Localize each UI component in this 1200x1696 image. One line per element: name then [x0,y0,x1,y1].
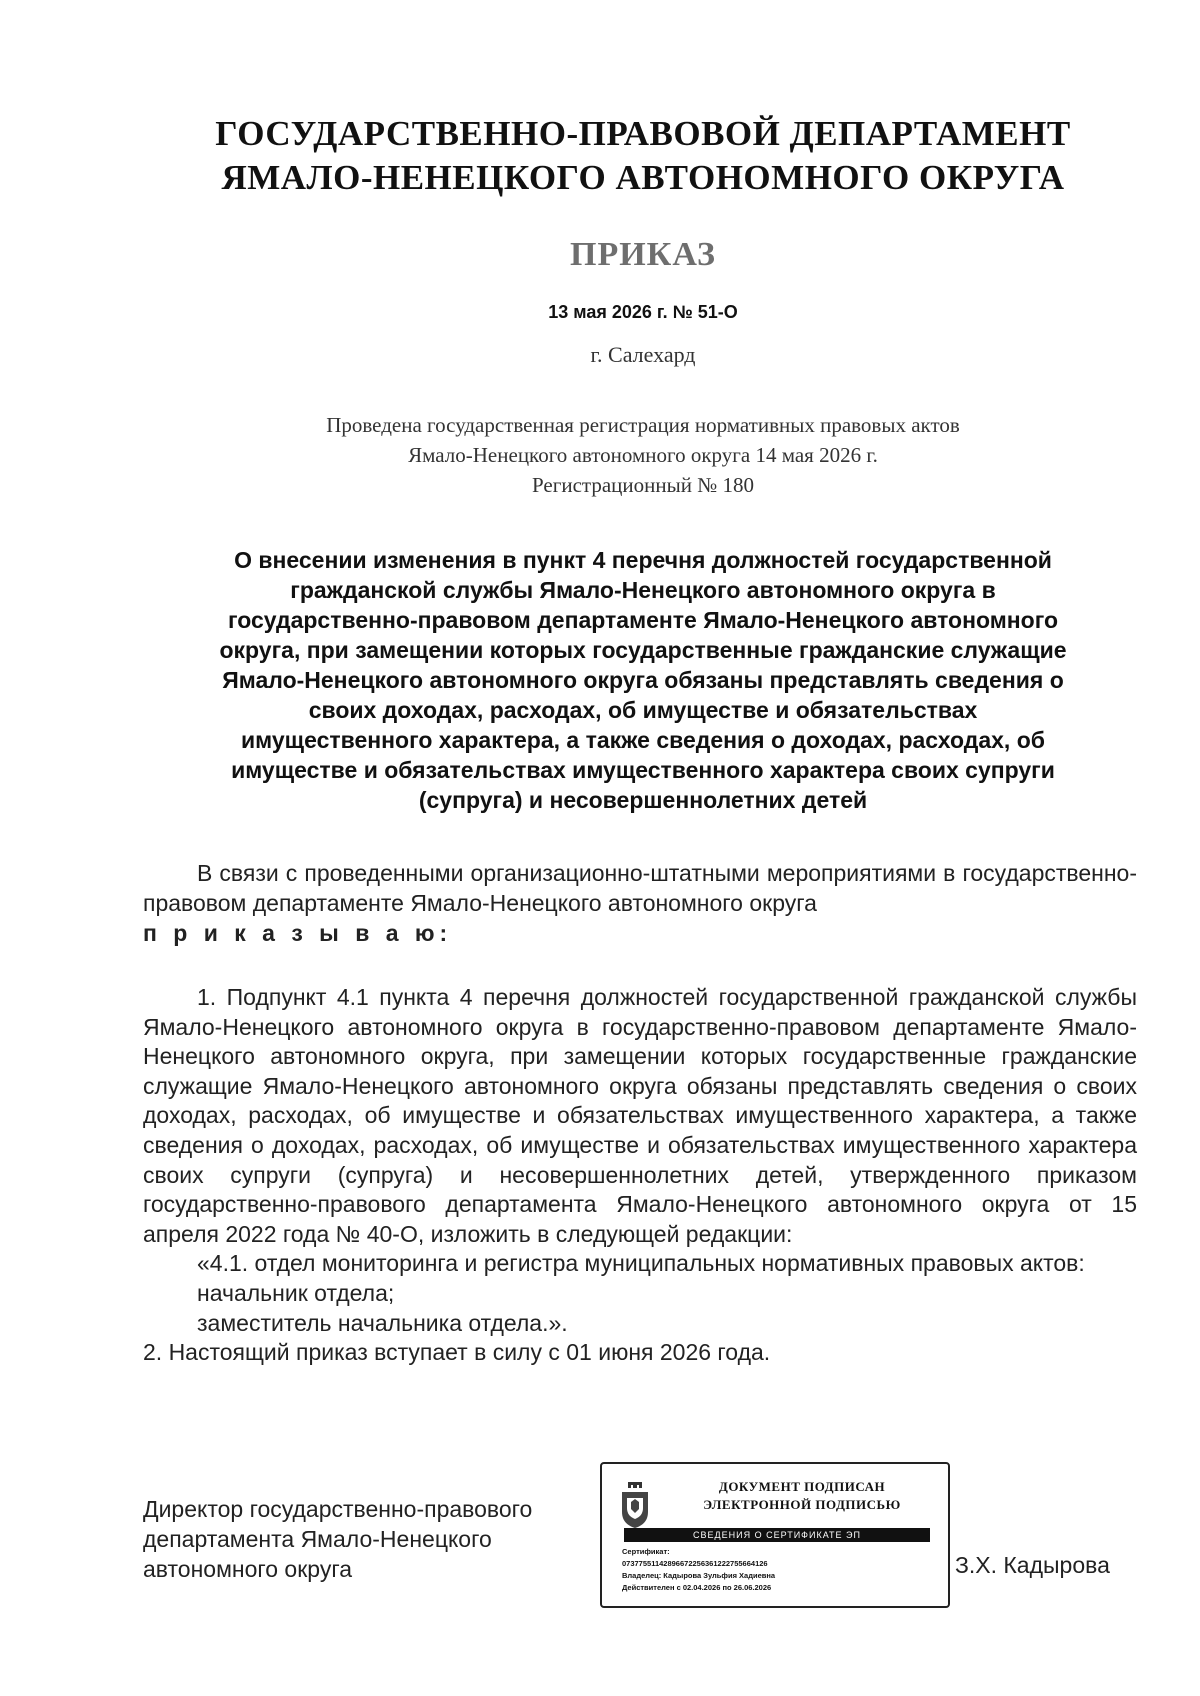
stamp-valid: Действителен с 02.04.2026 по 26.06.2026 [622,1583,772,1592]
doc-type-title: ПРИКАЗ [570,236,716,273]
subject-line: имущественного характера, а также сведения о доходах, расходах, об [241,727,1045,753]
order-word: п р и к а з ы в а ю: [143,920,453,946]
department-line-1: ГОСУДАРСТВЕННО-ПРАВОВОЙ ДЕПАРТАМЕНТ [215,114,1071,153]
registration-line-3: Регистрационный № 180 [532,473,754,497]
subject-line: (супруга) и несовершеннолетних детей [418,787,868,813]
stamp-title-line-1: ДОКУМЕНТ ПОДПИСАН [718,1479,886,1494]
stamp-cert-bar: СВЕДЕНИЯ О СЕРТИФИКАТЕ ЭП [624,1528,930,1542]
clause-1-quote: «4.1. отдел мониторинга и регистра муниципальных нормативных правовых актов: [197,1250,1085,1277]
subject-line: округа, при замещении которых государственные гражданские служащие [219,637,1067,663]
registration-note [0,410,1200,500]
subject-line: гражданской службы Ямало-Ненецкого автономного округа в [290,577,996,603]
signatory-title-line-2: департамента Ямало-Ненецкого [143,1526,492,1552]
registration-line-2: Ямало-Ненецкого автономного округа 14 мая 2026 г. [408,443,878,467]
position-2: заместитель начальника отдела.». [197,1309,568,1336]
signatory-title [143,1494,613,1584]
stamp-heading [662,1478,942,1514]
preamble-text: В связи с проведенными организационно-штатными мероприятиями в государственно-правовом департаменте Ямало-Ненецкого автономного округа [143,860,1137,916]
signatory-name: З.Х. Кадырова [955,1552,1110,1578]
subject-line: своих доходах, расходах, об имуществе и обязательствах [308,697,978,723]
subject-line: О внесении изменения в пункт 4 перечня должностей государственной [234,547,1052,573]
stamp-title-line-2: ЭЛЕКТРОННОЙ ПОДПИСЬЮ [703,1497,901,1512]
stamp-cert-label: Сертификат: [622,1547,670,1556]
order-city: г. Салехард [590,342,696,367]
subject-line: Ямало-Ненецкого автономного округа обязаны представлять сведения о [222,667,1064,693]
department-line-2: ЯМАЛО-НЕНЕЦКОГО АВТОНОМНОГО ОКРУГА [221,158,1065,197]
stamp-owner: Владелец: Кадырова Зульфия Хадиевна [622,1571,776,1580]
position-1: начальник отдела; [197,1279,395,1306]
signatory-title-line-1: Директор государственно-правового [143,1496,533,1522]
stamp-cert-value: 07377551142896672256361222755664126 [622,1559,768,1568]
registration-line-1: Проведена государственная регистрация нормативных правовых актов [326,413,960,437]
stamp-cert-details [622,1546,942,1594]
subject-line: имуществе и обязательствах имущественного характера своих супруги [231,757,1055,783]
subject-line: государственно-правовом департаменте Ямало-Ненецкого автономного [227,607,1059,633]
order-subject [150,545,1136,815]
department-header [0,112,1200,200]
clause-1: 1. Подпункт 4.1 пункта 4 перечня должностей государственной гражданской службы Ямало-Ненецкого автономного округа в государственно-правовом департаменте Ямало-Ненецкого автономного округа, при замещении которых государственные гражданские служащие Ямало-Ненецкого автономного округа обязаны представлять сведения о своих доходах, расходах, об имуществе и обязательствах имущественного характера, а также сведения о доходах, расходах, об имуществе и обязательствах имущественного характера своих супруги (супруга) и несовершеннолетних детей, утвержденного приказом государственно-правового департамента Ямало-Ненецкого автономного округа от 15 апреля 2022 года № 40-О, изложить в следующей редакции: [143,984,1137,1247]
order-date-number: 13 мая 2026 г. № 51-О [548,302,738,322]
order-clauses [143,983,1137,1368]
clause-2: 2. Настоящий приказ вступает в силу с 01 июня 2026 года. [143,1339,771,1366]
coat-of-arms-icon [618,1478,652,1530]
electronic-signature-stamp [600,1462,950,1608]
signatory-title-line-3: автономного округа [143,1556,352,1582]
preamble [143,858,1137,948]
